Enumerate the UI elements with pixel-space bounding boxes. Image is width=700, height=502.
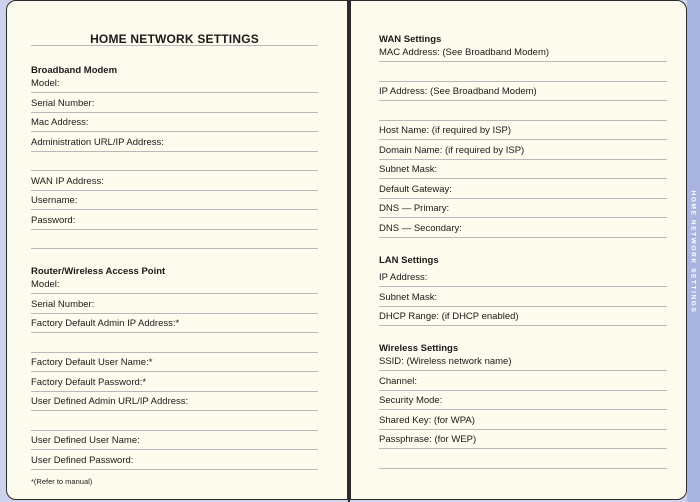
wireless-heading: Wireless Settings	[379, 343, 459, 354]
blank-line[interactable]	[31, 156, 318, 171]
field-label: SSID: (Wireless network name)	[379, 356, 512, 367]
form-field[interactable]	[379, 145, 667, 160]
form-field[interactable]	[31, 435, 318, 450]
form-field[interactable]	[31, 318, 318, 333]
title-rule	[31, 45, 318, 46]
form-field[interactable]	[31, 176, 318, 191]
form-field[interactable]	[31, 279, 318, 294]
field-label: Channel:	[379, 375, 418, 387]
form-field[interactable]	[379, 223, 667, 238]
lan-heading: LAN Settings	[379, 255, 439, 266]
field-label: Username:	[31, 195, 78, 206]
form-field[interactable]	[31, 377, 318, 392]
field-label: Shared Key: (for WPA)	[379, 414, 475, 426]
field-label: Serial Number:	[31, 298, 95, 310]
side-tab-label: HOME NETWORK SETTINGS	[689, 190, 697, 314]
field-label: Domain Name: (if required by ISP)	[379, 144, 525, 156]
field-label: User Defined Password:	[31, 454, 134, 466]
wan-heading: WAN Settings	[379, 34, 442, 45]
form-field[interactable]	[31, 357, 318, 372]
form-field[interactable]	[379, 272, 667, 287]
form-field[interactable]	[379, 203, 667, 218]
blank-line[interactable]	[379, 454, 667, 469]
footnote: *(Refer to manual)	[31, 477, 93, 486]
form-field[interactable]	[379, 47, 667, 62]
field-label: Model:	[31, 279, 60, 290]
field-label: Security Mode:	[379, 395, 443, 406]
blank-line[interactable]	[379, 67, 667, 82]
form-field[interactable]	[31, 78, 318, 93]
form-field[interactable]	[31, 396, 318, 411]
form-field[interactable]	[379, 376, 667, 391]
field-label: Subnet Mask:	[379, 164, 438, 175]
field-label: User Defined Admin URL/IP Address:	[31, 396, 189, 407]
form-field[interactable]	[31, 117, 318, 132]
blank-line[interactable]	[31, 416, 318, 431]
field-label: DNS — Primary:	[379, 203, 450, 214]
field-label: DHCP Range: (if DHCP enabled)	[379, 311, 519, 322]
field-label: Host Name: (if required by ISP)	[379, 125, 511, 136]
field-label: Factory Default User Name:*	[31, 357, 153, 368]
form-field[interactable]	[379, 164, 667, 179]
form-field[interactable]	[379, 395, 667, 410]
form-field[interactable]	[31, 299, 318, 314]
form-field[interactable]	[379, 86, 667, 101]
form-field[interactable]	[379, 415, 667, 430]
field-label: MAC Address: (See Broadband Modem)	[379, 47, 550, 58]
form-field[interactable]	[31, 137, 318, 152]
form-field[interactable]	[379, 184, 667, 199]
field-label: Factory Default Admin IP Address:*	[31, 318, 180, 329]
form-field[interactable]	[31, 455, 318, 470]
broadband-heading: Broadband Modem	[31, 65, 118, 76]
field-label: WAN IP Address:	[31, 175, 104, 187]
field-label: Factory Default Password:*	[31, 376, 147, 388]
field-label: Passphrase: (for WEP)	[379, 434, 477, 445]
form-field[interactable]	[379, 356, 667, 371]
blank-line[interactable]	[31, 338, 318, 353]
form-field[interactable]	[379, 292, 667, 307]
form-field[interactable]	[379, 311, 667, 326]
field-label: Password:	[31, 214, 76, 226]
field-label: Subnet Mask:	[379, 291, 438, 303]
field-label: IP Address:	[379, 272, 428, 283]
form-field[interactable]	[379, 434, 667, 449]
field-label: Administration URL/IP Address:	[31, 136, 164, 148]
form-field[interactable]	[31, 215, 318, 230]
field-label: User Defined User Name:	[31, 435, 140, 446]
form-field[interactable]	[31, 98, 318, 113]
field-label: Mac Address:	[31, 117, 89, 128]
form-field[interactable]	[31, 195, 318, 210]
field-label: DNS — Secondary:	[379, 222, 462, 234]
form-field[interactable]	[379, 125, 667, 140]
field-label: Model:	[31, 78, 60, 89]
router-heading: Router/Wireless Access Point	[31, 266, 166, 277]
field-label: Serial Number:	[31, 97, 95, 109]
page-title: HOME NETWORK SETTINGS	[90, 32, 259, 46]
field-label: Default Gateway:	[379, 183, 452, 195]
blank-line[interactable]	[31, 234, 318, 249]
blank-line[interactable]	[379, 106, 667, 121]
field-label: IP Address: (See Broadband Modem)	[379, 86, 537, 97]
page-gutter	[348, 0, 350, 502]
